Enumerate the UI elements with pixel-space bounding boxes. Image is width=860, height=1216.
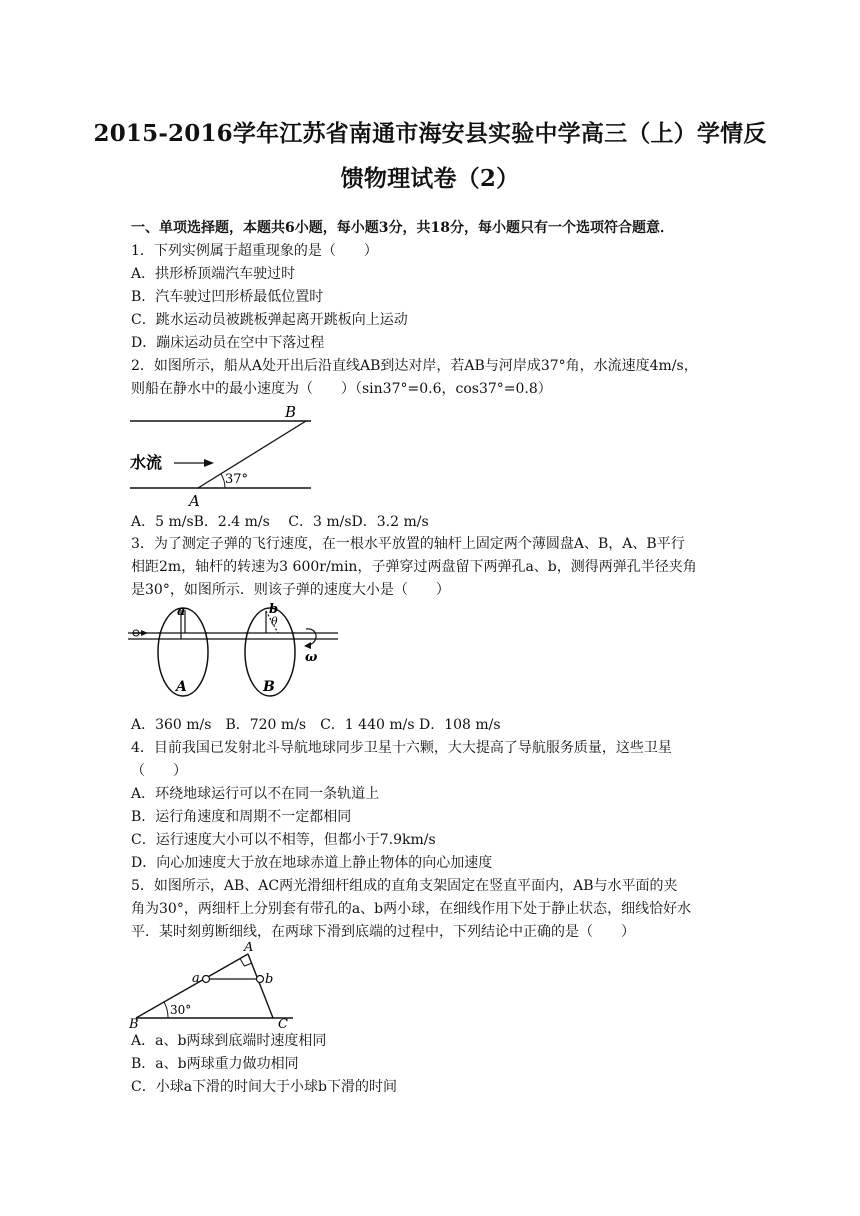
q5-stem-line2: 角为30°，两细杆上分别套有带孔的a、b两小球，在细线作用下处于静止状态，细线恰好水	[131, 901, 692, 917]
section1-heading: 一、单项选择题，本题共6小题，每小题3分，共18分，每小题只有一个选项符合题意．	[131, 220, 674, 236]
q1-option-d: D．蹦床运动员在空中下落过程	[131, 335, 325, 351]
exam-title-line1: 2015-2016学年江苏省南通市海安县实验中学高三（上）学情反	[93, 120, 767, 147]
q5-option-c: C．小球a下滑的时间大于小球b下滑的时间	[131, 1079, 398, 1095]
q2-path-ab	[198, 421, 306, 488]
q4-option-b: B．运行角速度和周期不一定都相同	[131, 809, 352, 825]
q3-label-omega: ω	[305, 650, 318, 665]
q1-stem: 1．下列实例属于超重现象的是（ ）	[131, 243, 378, 259]
q2-stem-line2: 则船在静水中的最小速度为（ ）（sin37°=0.6，cos37°=0.8）	[131, 381, 552, 397]
flow-arrow-icon	[204, 459, 214, 467]
q5-ball-a	[203, 976, 210, 983]
q2-label-a: A	[189, 492, 200, 510]
q5-stem-line3: 平．某时刻剪断细线，在两球下滑到底端的过程中，下列结论中正确的是（ ）	[131, 924, 635, 940]
q5-label-ball-a: a	[192, 971, 200, 986]
exam-title-line2: 馈物理试卷（2）	[340, 165, 520, 192]
q4-option-c: C．运行速度大小可以不相等，但都小于7.9km/s	[131, 832, 436, 848]
q1-option-b: B．汽车驶过凹形桥最低位置时	[131, 289, 324, 305]
bullet-arrow-icon	[141, 630, 148, 636]
q2-label-flow: 水流	[130, 453, 163, 472]
q5-label-a-vertex: A	[244, 942, 254, 955]
q3-stem-line1: 3．为了测定子弹的飞行速度，在一根水平放置的轴杆上固定两个薄圆盘A、B，A、B平行	[131, 536, 685, 552]
q2-label-angle: 37°	[225, 472, 249, 487]
q1-option-c: C．跳水运动员被跳板弹起离开跳板向上运动	[131, 312, 408, 328]
q3-label-disc-a: A	[176, 679, 187, 695]
q5-option-b: B．a、b两球重力做功相同	[131, 1056, 299, 1072]
q2-label-b: B	[285, 403, 297, 421]
q5-stem-line1: 5．如图所示，AB、AC两光滑细杆组成的直角支架固定在竖直平面内，AB与水平面的夹	[131, 878, 678, 894]
q5-label-b-vertex: B	[129, 1017, 139, 1030]
rotation-arrow-icon	[304, 642, 311, 649]
q3-discs-figure	[128, 603, 343, 713]
q3-options: A．360 m/s B．720 m/s C．1 440 m/s D．108 m/s	[131, 717, 501, 733]
q5-label-ball-b: b	[265, 972, 274, 987]
q1-option-a: A．拱形桥顶端汽车驶过时	[131, 266, 296, 282]
q4-stem-line2: （ ）	[131, 763, 187, 779]
q5-ball-b	[257, 976, 264, 983]
q3-label-a-small: a	[177, 604, 186, 619]
q4-option-a: A．环绕地球运行可以不在同一条轨道上	[131, 786, 380, 802]
q3-stem-line3: 是30°，如图所示．则该子弹的速度大小是（ ）	[131, 582, 450, 598]
q5-label-c-vertex: C	[278, 1017, 288, 1030]
q4-stem-line1: 4．目前我国已发射北斗导航地球同步卫星十六颗，大大提高了导航服务质量，这些卫星	[131, 740, 672, 756]
q5-label-angle: 30°	[170, 1003, 192, 1017]
q3-label-disc-b: B	[263, 679, 275, 695]
q2-river-figure	[128, 402, 313, 510]
q3-stem-line2: 相距2m，轴杆的转速为3 600r/min，子弹穿过两盘留下两弹孔a、b，测得两弹孔半径夹角	[131, 559, 697, 575]
q5-option-a: A．a、b两球到底端时速度相同	[131, 1033, 327, 1049]
q2-options: A．5 m/sB．2.4 m/s C．3 m/sD．3.2 m/s	[131, 514, 429, 530]
q4-option-d: D．向心加速度大于放在地球赤道上静止物体的向心加速度	[131, 855, 493, 871]
q3-label-theta: θ	[271, 615, 278, 628]
q2-stem-line1: 2．如图所示，船从A处开出后沿直线AB到达对岸，若AB与河岸成37°角，水流速度4m/s，	[131, 358, 698, 374]
q5-bracket-figure	[128, 942, 308, 1030]
q3-label-b-small: b	[269, 603, 279, 617]
